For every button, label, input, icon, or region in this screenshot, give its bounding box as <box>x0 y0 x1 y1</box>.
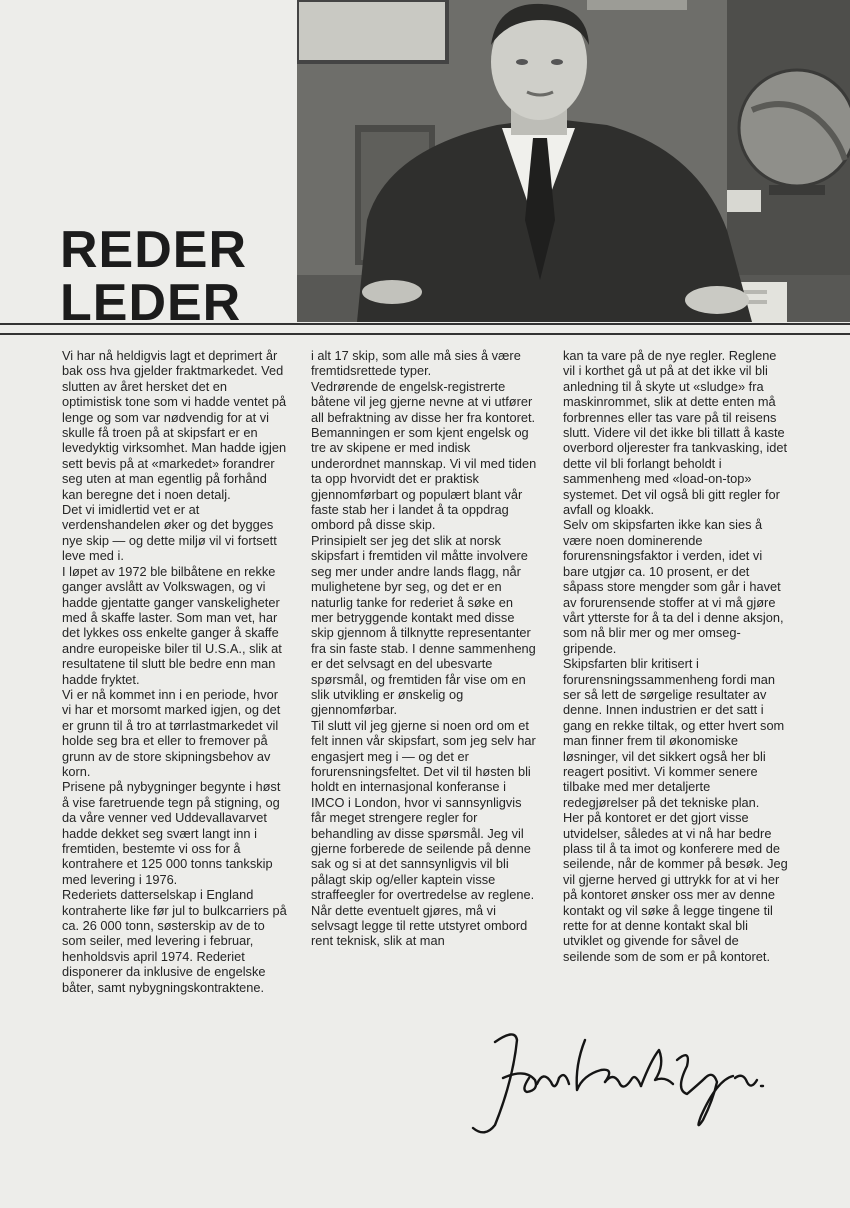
paragraph: I løpet av 1972 ble bilbåtene en rekke ganger avslått av Volkswagen, og vi hadde gjentatte ganger vanskeligheter med å skaffe laster. Som man vet, har det lykkes oss enkelte ganger å skaffe andre europeiske biler til U.S.A., slik at resultatene til slutt ble bedre enn man hadde fryktet. <box>62 563 282 687</box>
paragraph: i alt 17 skip, som alle må sies å være fremtidsrettede typer. <box>311 348 521 379</box>
paragraph: kan ta vare på de nye regler. Reglene vil i korthet gå ut på at det ikke vil bli anledning til å skyte ut «sludge» fra maskinrommet, slik at dette enten må forbrennes eller tas vare på til reisens slutt. Videre vil det ikke bli tillatt å kaste overbord oljerester fra tankvasking, idet dette vil bli forlangt beholdt i sammenheng med «load-on-top» systemet. Det vil også bli gitt regler for avfall og kloakk. <box>563 348 788 518</box>
paragraph: Vi er nå kommet inn i en periode, hvor vi har et morsomt marked igjen, og det er grunn til å tro at tørrlastmarkedet vil holde seg bra et eller to fremover på grunn av de store skipningsbehov av korn. <box>62 686 281 779</box>
text-column-2 <box>311 348 537 949</box>
paragraph: Prinsipielt ser jeg det slik at norsk skipsfart i fremtiden vil måtte involvere seg mer under andre lands flagg, når mulighetene byr seg, og det er en naturlig tanke for rederiet å søke en mer betryggende kontakt med disse skip gjennom å tilknytte representanter fra sin faste stab. I denne sammenheng er det selvsagt en del ubesvarte spørsmål, og fremtiden får vise om en slik utvikling er ønskelig og gjennomførbar. <box>311 532 536 718</box>
paragraph: Til slutt vil jeg gjerne si noen ord om et felt innen vår skipsfart, som jeg selv har engasjert meg i — og det er forurensningsfeltet. Det vil til høsten bli holdt en internasjonal konferanse i IMCO i London, hvor vi sannsynligvis får meget strengere regler for behandling av disse spørsmål. Jeg vil gjerne forberede de seilende på denne sak og si at det sannsynligvis vil bli pålagt skip og/eller kaptein visse straffeegler for overtredelse av reglene. <box>311 717 536 903</box>
paragraph: Rederiets datterselskap i England kontraherte like før jul to bulkcarriers på ca. 26 000 tonn, søsterskip av de to som seiler, med levering i februar, henholdsvis april 1974. Rederiet disponerer da inklusive de engelske båter, samt nybygningskontraktene. <box>62 887 287 995</box>
header-rule <box>0 323 850 335</box>
portrait-photo <box>297 0 850 322</box>
paragraph: Skipsfarten blir kritisert i forurensningssammenheng fordi man ser så lett de sørgelige resultater av denne. Innen industrien er det satt i gang en rekke tiltak, og etter hvert som man finner frem til økonomiske løsninger, vil det sikkert også her bli reagert positivt. Vi kommer senere tilbake med mer detaljerte redegjørelser på det tekniske plan. <box>563 656 785 810</box>
text-column-3 <box>563 348 789 964</box>
paragraph: Selv om skipsfarten ikke kan sies å være noen dominerende forurensningsfaktor i verden, idet vi bare utgjør ca. 10 prosent, er det såpass store mengder som går i havet av forurensende stoffer at vi må gjøre vårt ytterste for å ta del i denne aksjon, som nå blir mer og mer omseg-gripende. <box>563 517 784 656</box>
paragraph: Det vi imidlertid vet er at verdenshandelen øker og det bygges nye skip — og dette miljø vil vi fortsett leve med i. <box>62 502 277 564</box>
paragraph: Når dette eventuelt gjøres, må vi selvsagt legge til rette utstyret ombord rent teknisk, slik at man <box>311 902 528 949</box>
text-column-1 <box>62 348 288 995</box>
page-title <box>60 221 248 332</box>
paragraph: Vi har nå heldigvis lagt et deprimert år bak oss hva gjelder fraktmarkedet. Ved slutten av året hersket det en optimistisk tone som vi hadde ventet på lenge og som var nødvendig for at vi skulle få troen på at skipsfart er en levedyktig virksomhet. Man hadde igjen sett bevis på at «markedet» forandrer seg uten at man egentlig på forhånd kan beregne det i noen detalj. <box>62 348 287 502</box>
paragraph: Prisene på nybygninger begynte i høst å vise faretruende tegn på stigning, og da våre venner ved Uddevallavarvet hadde dekket seg svært langt inn i fremtiden, bestemte vi oss for å kontrahere et 125 000 tonns tankskip med levering i 1976. <box>62 779 281 887</box>
title-line-2: LEDER <box>60 274 242 332</box>
paragraph: Vedrørende de engelsk-registrerte båtene vil jeg gjerne nevne at vi utfører all befraktning av disse her fra kontoret. Bemanningen er som kjent engelsk og tre av skipene er med indisk underordnet mannskap. Vi vil med tiden ta opp hvorvidt det er praktisk gjennomførbart og populært blant vår faste stab her i landet å ta oppdrag ombord på disse skip. <box>311 378 537 533</box>
handwritten-signature <box>455 1020 775 1140</box>
title-line-1: REDER <box>60 221 248 279</box>
paragraph: Her på kontoret er det gjort visse utvidelser, således at vi nå har bedre plass til å ta imot og konferere med de seilende, når de kommer på besøk. Jeg vil gjerne herved gi uttrykk for at vi her på kontoret ønsker oss mer av denne kontakt og vil søke å legge tingene til rette for at denne kontakt skal bli utviklet og givende for såvel de seilende som de som er på kontoret. <box>563 810 788 964</box>
